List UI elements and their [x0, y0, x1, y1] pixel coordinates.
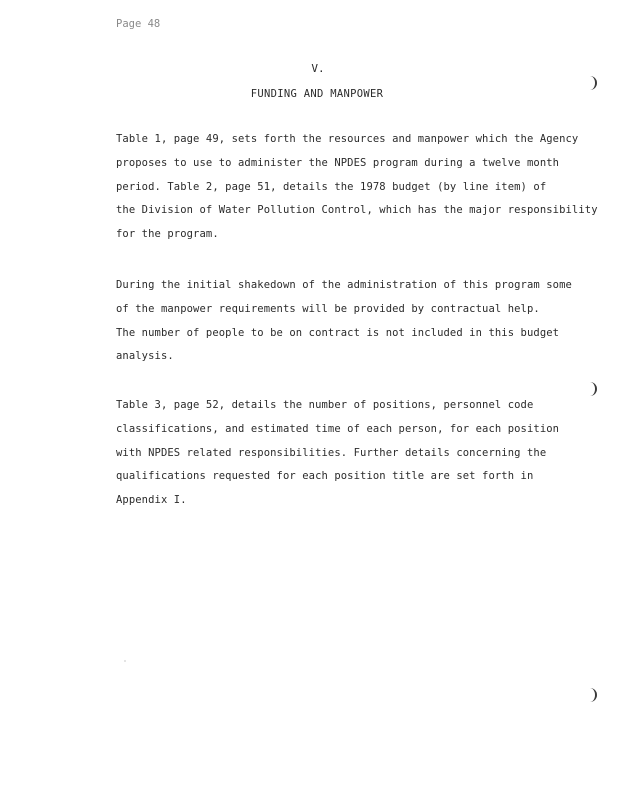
- paragraph-line: Table 3, page 52, details the number of positions, personnel code: [116, 399, 534, 411]
- paragraph-line: proposes to use to administer the NPDES program during a twelve month: [116, 156, 560, 169]
- paragraph-positions: [116, 394, 586, 513]
- paragraph-line: the Division of Water Pollution Control, which has the major responsibility: [116, 204, 598, 217]
- paragraph-funding-tables: [116, 128, 598, 247]
- scan-speck: [124, 660, 126, 662]
- paragraph-line: for the program.: [116, 228, 219, 241]
- paragraph-line: of the manpower requirements will be provided by contractual help.: [116, 302, 540, 315]
- paragraph-line: qualifications requested for each position title are set forth in: [116, 470, 534, 483]
- section-title: FUNDING AND MANPOWER: [250, 88, 384, 100]
- paragraph-line: classifications, and estimated time of each person, for each position: [116, 422, 560, 435]
- binder-hole-mark-middle: [590, 382, 597, 396]
- paragraph-line: The number of people to be on contract is not included in this budget: [116, 326, 560, 339]
- paragraph-line: During the initial shakedown of the administration of this program some: [116, 279, 572, 291]
- paragraph-line: analysis.: [116, 350, 174, 363]
- binder-hole-mark-bottom: [590, 688, 597, 702]
- paragraph-line: Table 1, page 49, sets forth the resources and manpower which the Agency: [116, 133, 579, 145]
- paragraph-line: Appendix I.: [116, 494, 187, 507]
- paragraph-contractual-help: [116, 274, 586, 369]
- page-number: Page 48: [116, 18, 161, 30]
- paragraph-line: period. Table 2, page 51, details the 1978 budget (by line item) of: [116, 180, 547, 193]
- paragraph-line: with NPDES related responsibilities. Further details concerning the: [116, 446, 547, 459]
- section-number: V.: [311, 62, 325, 75]
